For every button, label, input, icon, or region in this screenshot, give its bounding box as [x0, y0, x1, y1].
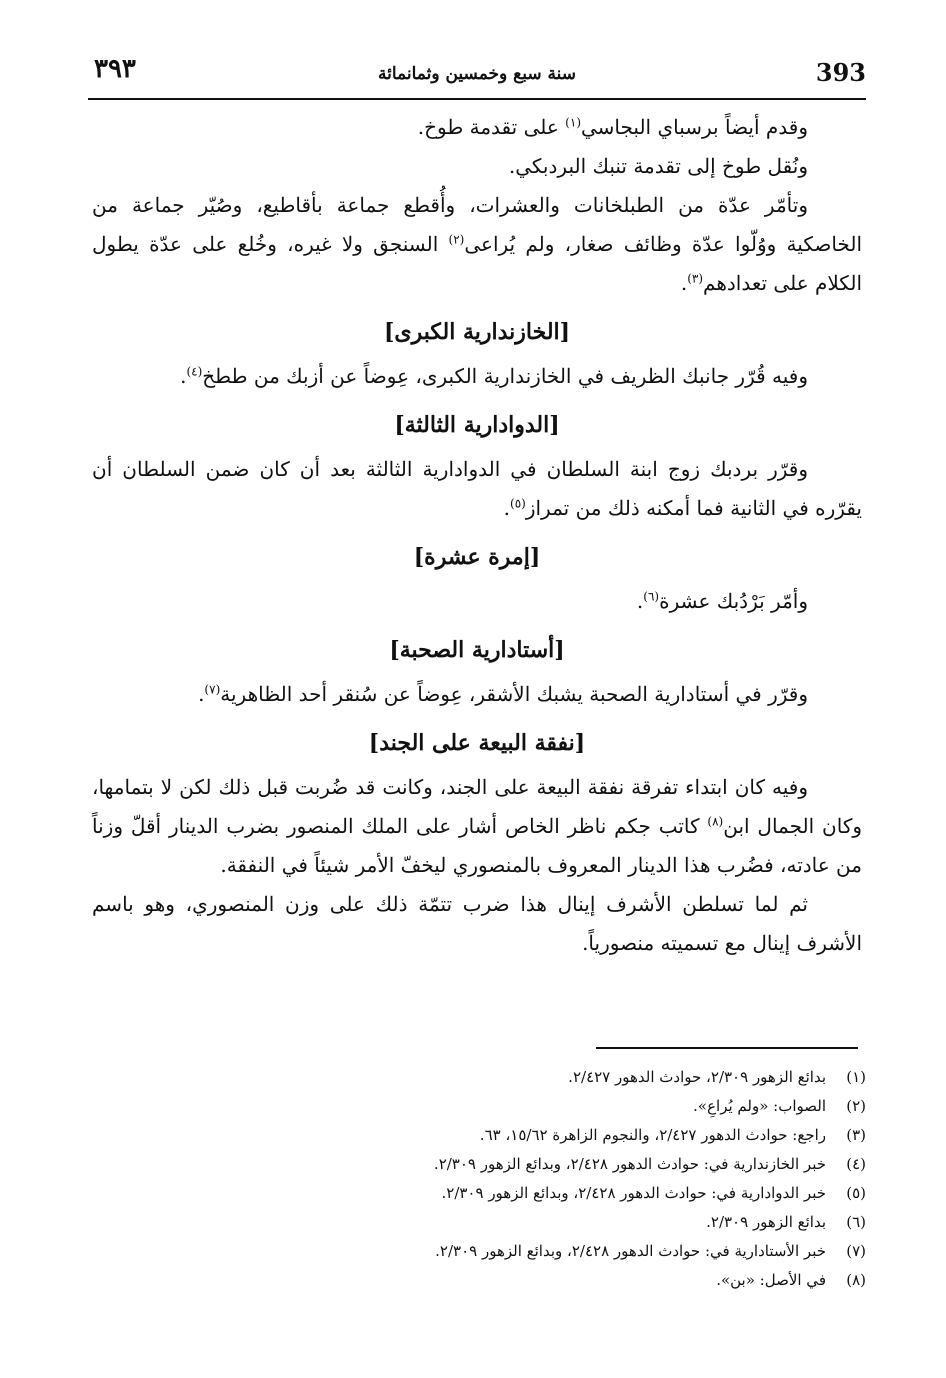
footnote-ref: (١)	[565, 115, 581, 130]
footnote-ref: (٣)	[687, 271, 704, 286]
paragraph-8: وفيه كان ابتداء تفرقة نفقة البيعة على الجند، وكانت قد ضُربت قبل ذلك لكن لا بتمامها، وكان الجمال ابن$^{(٨)}$ كاتب جكم ناظر الخاص أشار على الملك المنصور بضرب الدينار أقلّ وزناً من عادته، فضُرب هذا الدينار المعروف بالمنصوري ليخفّ الأمر شيئاً في النفقة.	[92, 775, 862, 877]
footnote-item	[92, 1266, 866, 1295]
footnote-number: (٨)	[846, 1271, 866, 1289]
footnote-number: (٣)	[846, 1126, 866, 1144]
paragraph-2: ونُقل طوخ إلى تقدمة تنبك البردبكي.	[508, 154, 808, 178]
page-header	[88, 52, 866, 100]
section-heading: [نفقة البيعة على الجند]	[368, 730, 586, 756]
section-heading: [الخازندارية الكبرى]	[383, 319, 571, 345]
footnote-ref: (٨)	[707, 814, 724, 829]
footnote-number: (٧)	[846, 1242, 866, 1260]
footnote-text: بدائع الزهور ٢/٣٠٩، حوادث الدهور ٢/٤٢٧.	[568, 1068, 826, 1086]
footnote-ref: (٤)	[186, 364, 203, 379]
footnote-text: راجع: حوادث الدهور ٢/٤٢٧، والنجوم الزاهرة ١٥/٦٢، ٦٣.	[479, 1126, 826, 1144]
page-number-arabic: ٣٩٣	[94, 54, 136, 84]
footnote-ref: (٥)	[510, 496, 526, 511]
paragraph-6: وأمّر بَرْدُبك عشرة$^{(٦)}$.	[636, 589, 808, 613]
footnote-text: الصواب: «ولم يُراعِ».	[693, 1097, 826, 1115]
footnote-item	[92, 1063, 866, 1092]
footnote-item	[92, 1179, 866, 1208]
footnote-item	[92, 1237, 866, 1266]
footnote-number: (٤)	[846, 1155, 866, 1173]
footnote-item	[92, 1150, 866, 1179]
footnote-text: بدائع الزهور ٢/٣٠٩.	[706, 1213, 826, 1231]
paragraph-9: ثم لما تسلطن الأشرف إينال هذا ضرب تتمّة ذلك على وزن المنصوري، وهو باسم الأشرف إينال مع تسميته منصورياً.	[92, 892, 862, 955]
footnote-item	[92, 1092, 866, 1121]
paragraph-3: وتأمّر عدّة من الطبلخانات والعشرات، وأُقطع جماعة بأقاطيع، وصُيّر جماعة من الخاصكية ووُلّوا عدّة وظائف صغار، ولم يُراعى$^{(٢)}$ السنجق ولا غيره، وخُلع على عدّة يطول الكلام على تعدادهم$^{(٣)}$.	[92, 193, 862, 295]
footnotes	[92, 1063, 866, 1295]
footnote-text: خبر الدوادارية في: حوادث الدهور ٢/٤٢٨، وبدائع الزهور ٢/٣٠٩.	[441, 1184, 826, 1202]
footnote-item	[92, 1121, 866, 1150]
footnote-text: خبر الخازندارية في: حوادث الدهور ٢/٤٢٨، وبدائع الزهور ٢/٣٠٩.	[433, 1155, 826, 1173]
footnote-text: في الأصل: «بن».	[716, 1271, 826, 1289]
footnote-item	[92, 1208, 866, 1237]
footnote-ref: (٧)	[204, 682, 221, 697]
section-heading: [الدوادارية الثالثة]	[394, 412, 560, 438]
main-text	[92, 108, 862, 963]
footnote-number: (٥)	[846, 1184, 866, 1202]
page-number-latin: 393	[815, 58, 866, 87]
footnote-number: (١)	[846, 1068, 866, 1086]
footnote-ref: (٢)	[448, 232, 465, 247]
footnote-divider	[596, 1047, 858, 1049]
footnote-number: (٦)	[846, 1213, 866, 1231]
section-heading: [إمرة عشرة]	[413, 544, 541, 570]
footnote-text: خبر الأستادارية في: حوادث الدهور ٢/٤٢٨، وبدائع الزهور ٢/٣٠٩.	[435, 1242, 826, 1260]
paragraph-5: وقرّر بردبك زوج ابنة السلطان في الدوادارية الثالثة بعد أن كان ضمن السلطان أن يقرّره في الثانية فما أمكنه ذلك من تمراز$^{(٥)}$.	[92, 457, 862, 520]
paragraph-1: وقدم أيضاً برسباي البجاسي$^{(١)}$ على تقدمة طوخ.	[417, 115, 808, 139]
running-title: سنة سبع وخمسين وثمانمائة	[378, 64, 576, 84]
paragraph-7: وقرّر في أستادارية الصحبة يشبك الأشقر، عِوضاً عن سُنقر أحد الظاهرية$^{(٧)}$.	[198, 682, 808, 706]
footnote-number: (٢)	[846, 1097, 866, 1115]
section-heading: [أستادارية الصحبة]	[389, 637, 565, 663]
footnote-ref: (٦)	[643, 589, 660, 604]
paragraph-4: وفيه قُرّر جانبك الظريف في الخازندارية الكبرى، عِوضاً عن أزبك من ططخ$^{(٤)}$.	[180, 364, 808, 388]
